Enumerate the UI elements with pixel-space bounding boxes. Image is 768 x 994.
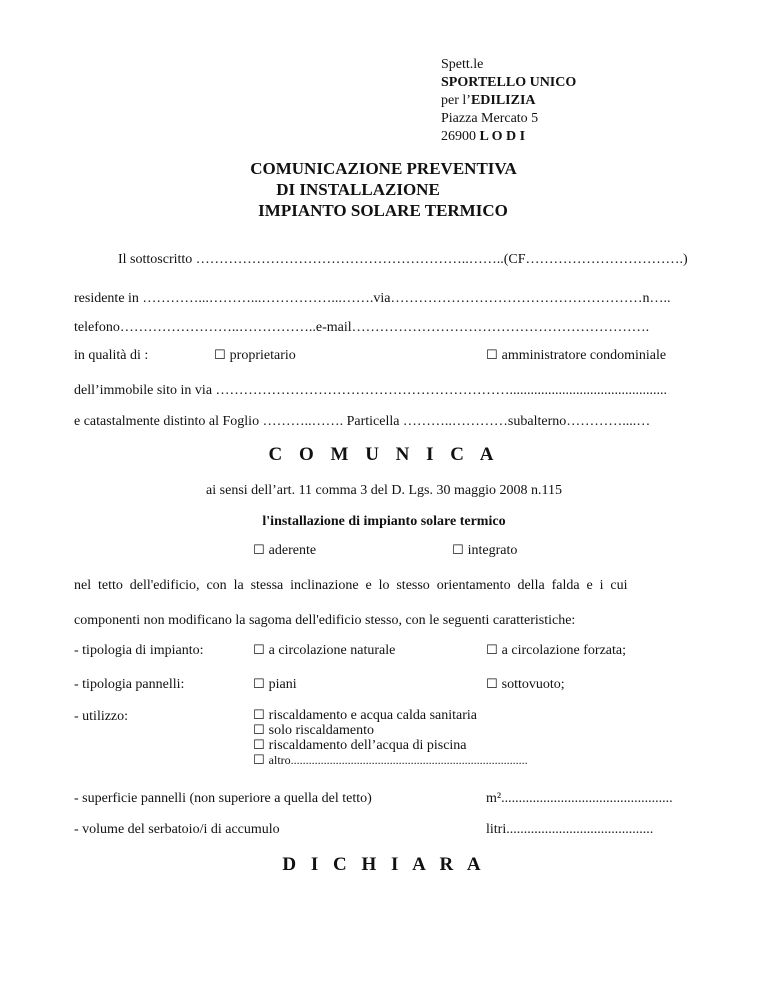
tipologia-pannelli-label: - tipologia pannelli: [74, 677, 185, 692]
uso-option-2[interactable] [253, 723, 528, 738]
checkbox-icon[interactable]: ☐ [253, 723, 265, 738]
document-title [0, 158, 768, 221]
recipient-department [441, 92, 576, 110]
qualita-label: in qualità di : [74, 348, 149, 363]
checkbox-icon[interactable]: ☐ [486, 643, 498, 658]
utilizzo-label: - utilizzo: [74, 709, 129, 724]
checkbox-icon[interactable]: ☐ [253, 738, 265, 753]
uso-option-4[interactable] [253, 753, 528, 768]
checkbox-icon[interactable]: ☐ [214, 348, 226, 363]
recipient-street: Piazza Mercato 5 [441, 111, 539, 126]
recipient-city-line [441, 128, 576, 146]
uso-option-1[interactable] [253, 708, 528, 723]
piani-option[interactable] [253, 677, 297, 693]
recipient-city: L O D I [479, 129, 526, 144]
recipient-spett: Spett.le [441, 57, 484, 72]
sottovuoto-option[interactable] [486, 677, 565, 693]
comunica-heading: C O M U N I C A [268, 444, 500, 465]
amministratore-label: amministratore condominiale [501, 348, 667, 363]
recipient-office: SPORTELLO UNICO [441, 75, 577, 90]
title-line-1: COMUNICAZIONE PREVENTIVA [250, 159, 517, 178]
sottovuoto-label: sottovuoto; [501, 677, 565, 692]
title-line-3: IMPIANTO SOLARE TERMICO [258, 201, 508, 220]
uso-label-2: solo riscaldamento [268, 723, 375, 738]
uso-option-3[interactable] [253, 738, 528, 753]
checkbox-icon[interactable]: ☐ [253, 708, 265, 723]
uso-label-1: riscaldamento e acqua calda sanitaria [268, 708, 477, 723]
installation-subject: l'installazione di impianto solare termico [262, 514, 506, 529]
superficie-label: - superficie pannelli (non superiore a quella del tetto) [74, 791, 372, 806]
uso-label-3: riscaldamento dell’acqua di piscina [268, 738, 467, 753]
piani-label: piani [268, 677, 297, 692]
checkbox-icon[interactable]: ☐ [253, 753, 265, 768]
circolazione-naturale-label: a circolazione naturale [268, 643, 396, 658]
aderente-label: aderente [268, 543, 317, 558]
checkbox-icon[interactable]: ☐ [253, 643, 265, 658]
checkbox-icon[interactable]: ☐ [452, 543, 464, 558]
checkbox-icon[interactable]: ☐ [486, 677, 498, 692]
utilizzo-options [253, 708, 528, 768]
circolazione-naturale-option[interactable] [253, 643, 395, 659]
superficie-field[interactable]: m²................................................. [486, 791, 673, 806]
telefono-email-field[interactable]: telefono……………………..……………..e-mail………………………………………………………. [74, 320, 650, 335]
amministratore-option[interactable] [486, 348, 666, 364]
recipient-address [441, 56, 576, 146]
integrato-label: integrato [467, 543, 518, 558]
volume-field[interactable]: litri.......................................... [486, 822, 654, 837]
title-line-2: DI INSTALLAZIONE [276, 180, 440, 199]
checkbox-icon[interactable]: ☐ [253, 677, 265, 692]
proprietario-option[interactable] [214, 348, 296, 364]
sottoscritto-field[interactable]: Il sottoscritto …………………………………………………..……..(CF…………………………….) [118, 252, 688, 267]
aderente-option[interactable] [253, 543, 316, 559]
description-para-1: nel tetto dell'edificio, con la stessa inclinazione e lo stesso orientamento della falda e i cui [74, 578, 628, 593]
recipient-edilizia: EDILIZIA [470, 93, 536, 108]
volume-label: - volume del serbatoio/i di accumulo [74, 822, 280, 837]
recipient-cap: 26900 [441, 129, 476, 144]
circolazione-forzata-label: a circolazione forzata; [501, 643, 627, 658]
immobile-field[interactable]: dell’immobile sito in via ………………………………………………………............................................. [74, 383, 668, 398]
uso-label-4: altro............................................................................... [268, 753, 528, 767]
checkbox-icon[interactable]: ☐ [253, 543, 265, 558]
tipologia-impianto-label: - tipologia di impianto: [74, 643, 204, 658]
legal-reference: ai sensi dell’art. 11 comma 3 del D. Lgs. 30 maggio 2008 n.115 [206, 483, 562, 498]
checkbox-icon[interactable]: ☐ [486, 348, 498, 363]
residente-field[interactable]: residente in …………...………...……………...…….via………………………………………………n….. [74, 291, 671, 306]
description-para-2: componenti non modificano la sagoma dell'edificio stesso, con le seguenti caratteristiche: [74, 613, 576, 628]
recipient-per: per l’ [441, 93, 471, 108]
dichiara-heading: D I C H I A R A [282, 854, 486, 875]
circolazione-forzata-option[interactable] [486, 643, 626, 659]
integrato-option[interactable] [452, 543, 517, 559]
catasto-field[interactable]: e catastalmente distinto al Foglio ………..……. Particella ………..…………subalterno…………....… [74, 414, 651, 429]
proprietario-label: proprietario [229, 348, 296, 363]
